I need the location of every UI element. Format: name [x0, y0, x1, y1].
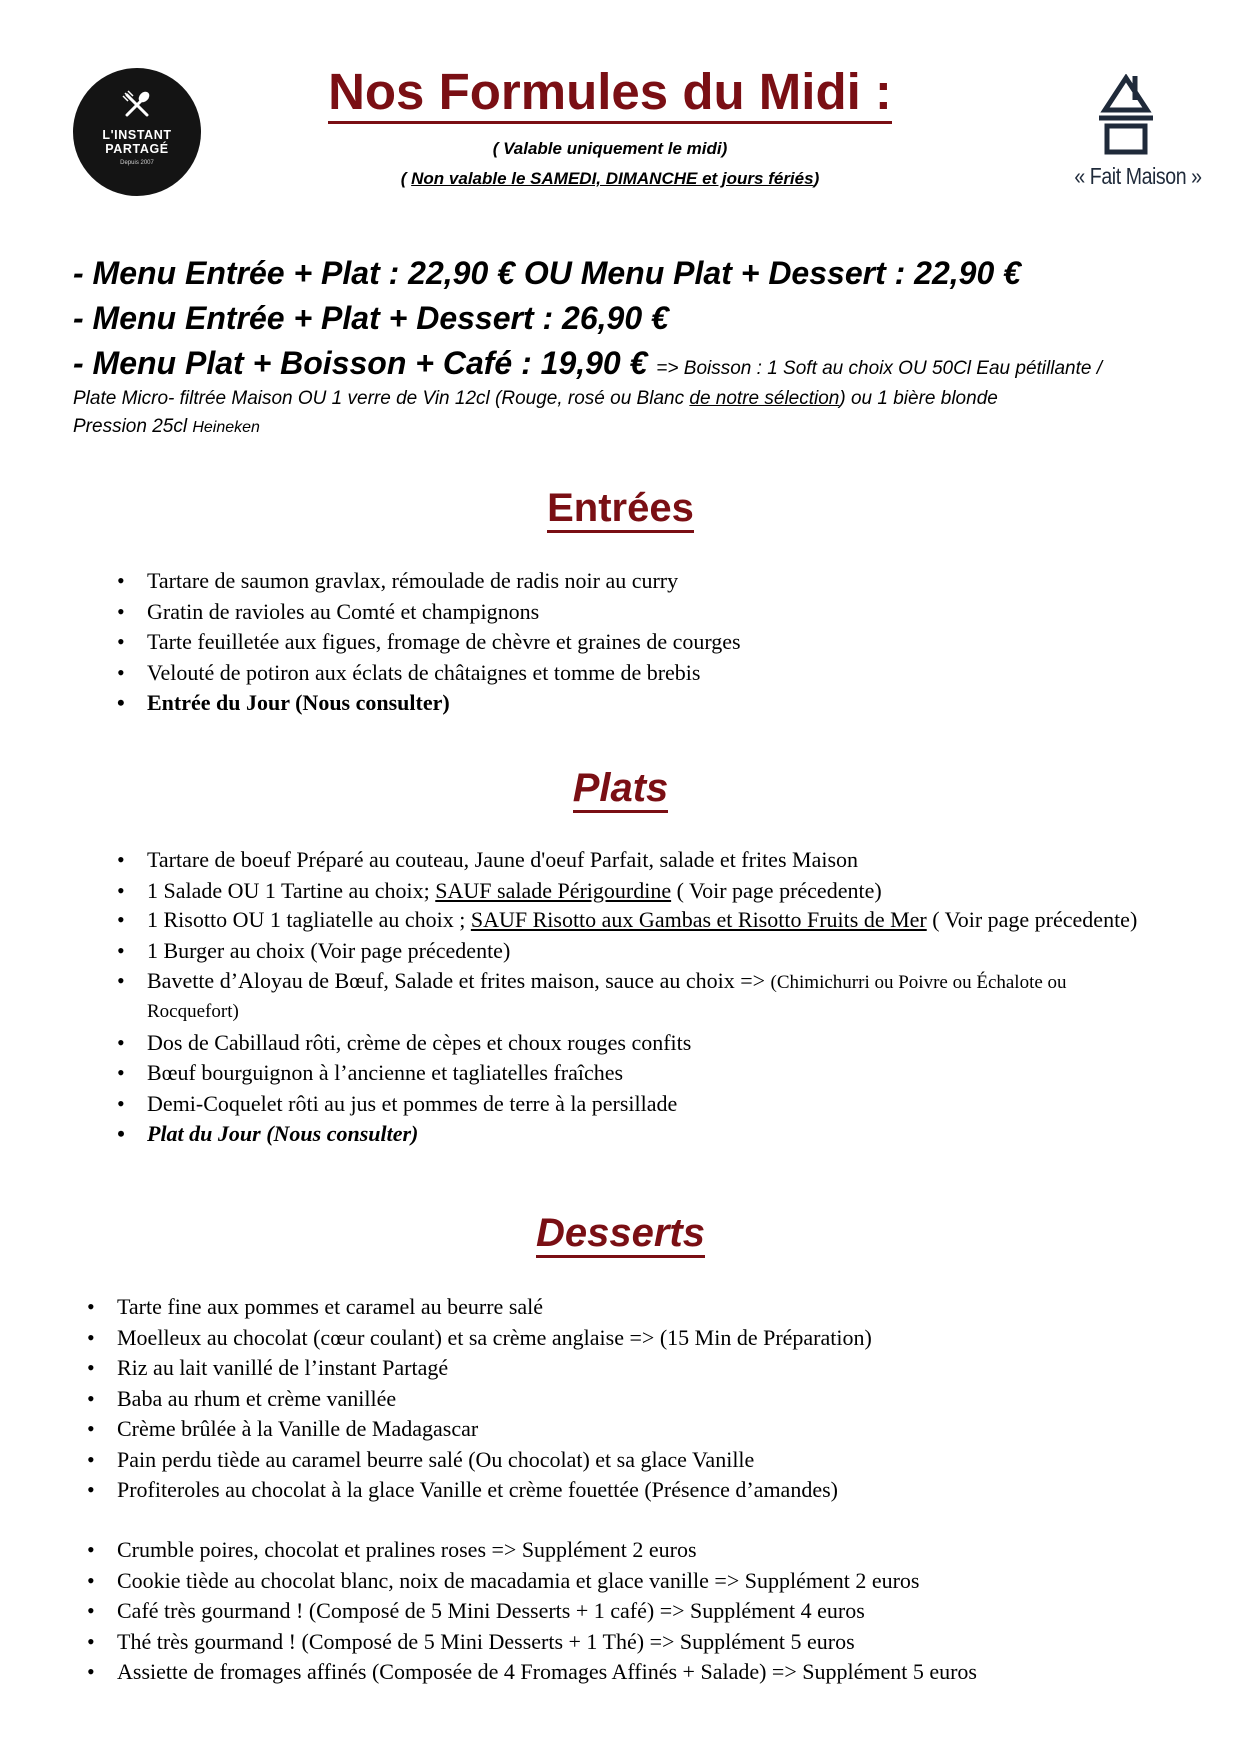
list-item: [117, 597, 741, 628]
list-item-text: Gratin de ravioles au Comté et champignons: [147, 598, 540, 624]
list-item: [117, 566, 741, 597]
bullet-icon: •: [117, 907, 125, 932]
list-item: [117, 658, 741, 689]
exclusion-note-close: ): [813, 169, 820, 188]
fork-spoon-icon: [73, 88, 201, 127]
list-item-text: Moelleux au chocolat (cœur coulant) et sa crème anglaise => (15 Min de Préparation): [117, 1324, 872, 1350]
list-item: [117, 906, 1157, 936]
formule-line-3-main: - Menu Plat + Boisson + Café : 19,90 €: [73, 345, 657, 381]
bullet-icon: •: [117, 1090, 125, 1116]
list-item: [87, 1445, 872, 1476]
restaurant-logo: [73, 68, 201, 196]
bullet-icon: •: [87, 1324, 95, 1350]
list-item-text-a: 1 Risotto OU 1 tagliatelle au choix ;: [147, 907, 471, 932]
exclusion-note-open: (: [400, 169, 412, 188]
list-item-text: Riz au lait vanillé de l’instant Partagé: [117, 1355, 449, 1380]
logo-brand: [73, 128, 201, 156]
exclusion-note-underlined: Non valable le SAMEDI, DIMANCHE et jours fériés: [411, 169, 814, 188]
list-item: [87, 1566, 977, 1597]
desserts-supplements-list: [87, 1535, 977, 1688]
desc-part3-small: Heineken: [192, 419, 260, 436]
bullet-icon: •: [87, 1446, 95, 1472]
list-item-text: Pain perdu tiède au caramel beurre salé (Ou chocolat) et sa glace Vanille: [117, 1446, 755, 1472]
page-title-text: Nos Formules du Midi :: [328, 63, 892, 124]
fait-maison-label: « Fait Maison »: [1074, 163, 1202, 189]
bullet-icon: •: [87, 1294, 95, 1319]
list-item: [117, 876, 1157, 907]
list-item-text: Assiette de fromages affinés (Composée de 4 Fromages Affinés + Salade) => Supplément 5 euros: [117, 1659, 977, 1684]
bullet-icon: •: [117, 967, 125, 993]
list-item: [117, 1058, 1157, 1089]
entrees-title-text: Entrées: [547, 486, 694, 533]
bullet-icon: •: [87, 1537, 95, 1562]
desc-part3: Pression 25cl: [73, 416, 193, 437]
list-item: [87, 1292, 872, 1323]
bullet-icon: •: [87, 1385, 95, 1411]
section-title-desserts: [0, 1209, 1241, 1257]
list-item: [87, 1475, 872, 1506]
list-item-text: Entrée du Jour (Nous consulter): [147, 690, 450, 715]
list-item-text-underlined: SAUF salade Périgourdine: [435, 877, 672, 903]
section-title-entrees: [0, 484, 1241, 532]
list-item-text: 1 Burger au choix (Voir page précedente): [147, 938, 511, 963]
list-item: [87, 1323, 872, 1354]
desc-part1: Plate Micro- filtrée Maison OU 1 verre de Vin 12cl (Rouge, rosé ou Blanc: [73, 388, 690, 409]
list-item: [117, 845, 1157, 876]
list-item: [87, 1384, 872, 1415]
list-item: [87, 1657, 977, 1688]
formule-line-3-detail: => Boisson : 1 Soft au choix OU 50Cl Eau pétillante /: [656, 358, 1102, 379]
validity-note: ( Valable uniquement le midi): [492, 139, 728, 158]
list-item-text: Bœuf bourguignon à l’ancienne et tagliatelles fraîches: [147, 1060, 624, 1085]
bullet-icon: •: [87, 1659, 95, 1684]
list-item: [117, 936, 1157, 967]
bullet-icon: •: [117, 877, 125, 903]
bullet-icon: •: [87, 1416, 95, 1441]
exclusion-note: [300, 168, 920, 190]
desc-part2: ) ou 1 bière blonde: [839, 388, 998, 409]
entrees-list: [117, 566, 741, 719]
list-item-text: Baba au rhum et crème vanillée: [117, 1385, 397, 1411]
bullet-icon: •: [87, 1598, 95, 1623]
logo-brand-line2: PARTAGÉ: [105, 142, 169, 156]
formule-line-1: - Menu Entrée + Plat : 22,90 € OU Menu Plat + Dessert : 22,90 €: [73, 255, 1021, 291]
bullet-icon: •: [117, 659, 125, 685]
list-item: [87, 1627, 977, 1658]
list-item-text: Tarte fine aux pommes et caramel au beurre salé: [117, 1294, 544, 1319]
list-item: [117, 1028, 1157, 1059]
list-item-text: Tarte feuilletée aux figues, fromage de chèvre et graines de courges: [147, 629, 741, 654]
list-item-text-b: ( Voir page précedente): [926, 907, 1138, 932]
bullet-icon: •: [117, 1121, 125, 1146]
bullet-icon: •: [117, 690, 125, 715]
list-item-text-b: ( Voir page précedente): [671, 877, 882, 903]
list-item: [87, 1353, 872, 1384]
list-item-text-a: Bavette d’Aloyau de Bœuf, Salade et frites maison, sauce au choix =>: [147, 967, 771, 993]
list-item: [117, 1119, 1157, 1150]
bullet-icon: •: [117, 629, 125, 654]
bullet-icon: •: [117, 847, 125, 872]
list-item-text: Plat du Jour (Nous consulter): [147, 1121, 419, 1146]
formule-line-3: [73, 341, 1173, 391]
plats-title-text: Plats: [573, 766, 669, 813]
list-item-text: Demi-Coquelet rôti au jus et pommes de terre à la persillade: [147, 1090, 678, 1116]
list-item: [87, 1535, 977, 1566]
list-item: [117, 627, 741, 658]
list-item: [117, 967, 1157, 1028]
logo-since: Depuis 2007: [120, 160, 154, 166]
desserts-list: [87, 1292, 872, 1506]
logo-brand-line1: L'INSTANT: [102, 128, 172, 142]
house-logo-icon: [1093, 74, 1159, 161]
list-item-text: Café très gourmand ! (Composé de 5 Mini Desserts + 1 café) => Supplément 4 euros: [117, 1598, 865, 1623]
list-item-text-small: (Chimichurri ou Poivre ou Échalote ou Rocquefort): [147, 971, 1067, 1022]
formules-block: [73, 251, 1173, 442]
plats-list: [117, 845, 1157, 1150]
formule-line-2: - Menu Entrée + Plat + Dessert : 26,90 €: [73, 300, 669, 336]
list-item: [117, 688, 741, 719]
bullet-icon: •: [87, 1567, 95, 1593]
list-item-text: Profiteroles au chocolat à la glace Vanille et crème fouettée (Présence d’amandes): [117, 1477, 838, 1502]
list-item-text: Crumble poires, chocolat et pralines roses => Supplément 2 euros: [117, 1537, 697, 1562]
formule-drink-description: [73, 385, 1173, 442]
list-item: [87, 1414, 872, 1445]
page-title: [260, 62, 960, 122]
list-item-text-a: 1 Salade OU 1 Tartine au choix;: [147, 877, 436, 903]
bullet-icon: •: [117, 1029, 125, 1055]
list-item-text-underlined: SAUF Risotto aux Gambas et Risotto Fruits de Mer: [470, 907, 927, 932]
list-item-text: Thé très gourmand ! (Composé de 5 Mini Desserts + 1 Thé) => Supplément 5 euros: [117, 1628, 855, 1654]
bullet-icon: •: [117, 938, 125, 963]
desserts-title-text: Desserts: [536, 1211, 705, 1258]
list-item: [117, 1089, 1157, 1120]
list-item: [87, 1596, 977, 1627]
bullet-icon: •: [87, 1477, 95, 1502]
list-item-text: Velouté de potiron aux éclats de châtaignes et tomme de brebis: [147, 659, 701, 685]
desc-underlined: de notre sélection: [689, 388, 840, 409]
bullet-icon: •: [87, 1628, 95, 1654]
list-item-text: Dos de Cabillaud rôti, crème de cèpes et choux rouges confits: [147, 1029, 692, 1055]
bullet-icon: •: [117, 598, 125, 624]
bullet-icon: •: [87, 1355, 95, 1380]
bullet-icon: •: [117, 568, 125, 593]
list-item-text: Tartare de boeuf Préparé au couteau, Jaune d'oeuf Parfait, salade et frites Maison: [147, 847, 859, 872]
list-item-text: Cookie tiède au chocolat blanc, noix de macadamia et glace vanille => Supplément 2 euros: [117, 1567, 920, 1593]
list-item-text: Tartare de saumon gravlax, rémoulade de radis noir au curry: [147, 568, 679, 593]
list-item-text: Crème brûlée à la Vanille de Madagascar: [117, 1416, 479, 1441]
bullet-icon: •: [117, 1060, 125, 1085]
section-title-plats: [0, 764, 1241, 812]
